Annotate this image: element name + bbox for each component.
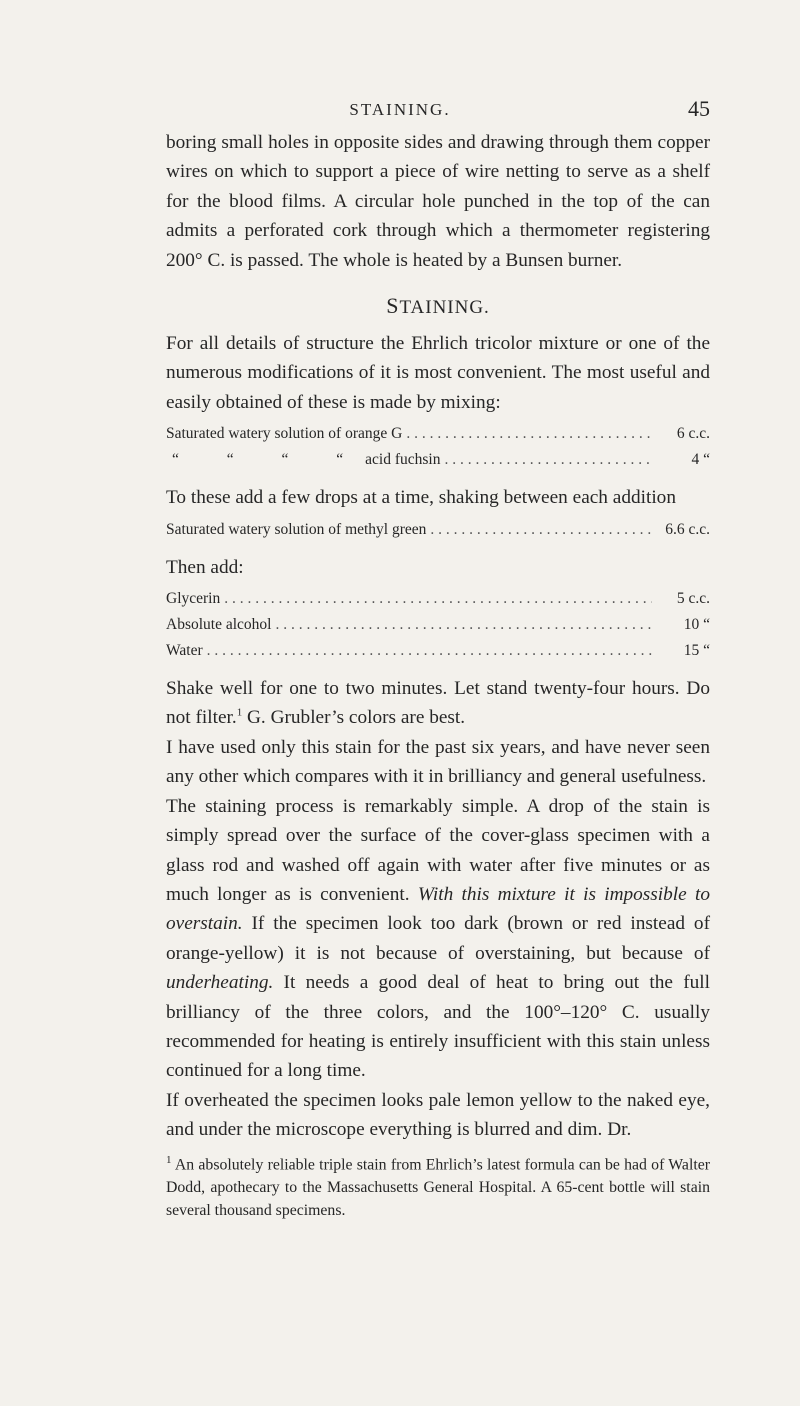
paragraph-4-text-b: G. Grubler’s colors are best. (242, 707, 466, 729)
recipe-row (166, 451, 710, 477)
recipe-quantity: 15 “ (683, 642, 710, 660)
footnote-mark: 1 (166, 1153, 172, 1166)
recipe-quantity: 10 “ (683, 616, 710, 634)
page-header (0, 96, 800, 126)
emphasis-overstain: With this mixture it is impossible to overstain. (166, 883, 711, 935)
recipe-quantity: 6.6 c.c. (665, 520, 710, 538)
paragraph-6-text-a: The staining process is remarkably simple. A drop of the stain is simply spread over the surface of the cover-glass specimen with a glass rod and washed off again with water after five minutes or as much longer as is convenient. (166, 795, 710, 905)
footnote (166, 1149, 710, 1222)
recipe-row (166, 425, 710, 451)
recipe-quantity: 6 c.c. (676, 425, 710, 443)
paragraph-6-text-b: If the specimen look too dark (brown or red instead of orange-yellow) it is not because of overstaining, but because of (166, 913, 710, 964)
recipe-item: Saturated watery solution of methyl green (166, 520, 427, 538)
paragraph-6 (166, 792, 710, 1086)
recipe-item: Saturated watery solution of orange G (166, 425, 403, 443)
emphasis-underheating: underheating. (166, 972, 274, 994)
section-heading-rest: TAINING. (399, 297, 490, 319)
recipe-list-3 (166, 590, 710, 668)
recipe-list-1 (166, 425, 710, 477)
leader-dots (275, 616, 652, 634)
page-body (166, 128, 710, 1222)
recipe-row (166, 590, 710, 616)
recipe-quantity: 4 “ (691, 451, 710, 469)
intro-paragraph: boring small holes in opposite sides and drawing through them copper wires on which to support a piece of wire netting to serve as a shelf for the blood films. A circular hole punched in the top of the can admits a perforated cork through which a thermometer registering 200° C. is passed. The whole is heated by a Bunsen burner. (166, 132, 710, 271)
leader-dots (207, 642, 652, 660)
page-number: 45 (688, 96, 710, 121)
leader-dots (444, 451, 652, 469)
section-heading-initial: S (386, 293, 400, 319)
ditto-marks: “ “ “ “ (172, 451, 366, 469)
paragraph-1: For all details of structure the Ehrlich tricolor mixture or one of the numerous modifications of it is most convenient. The most useful and easily obtained of these is made by mixing: (166, 333, 710, 413)
footnote-reference[interactable]: 1 (236, 707, 243, 720)
leader-dots (224, 590, 652, 608)
recipe-item: acid fuchsin (365, 451, 441, 469)
paragraph-4 (166, 674, 710, 733)
recipe-quantity: 5 c.c. (676, 590, 710, 608)
running-head: STAINING. (349, 100, 451, 119)
section-heading (166, 293, 710, 319)
recipe-row (166, 521, 710, 547)
leader-dots (430, 521, 652, 539)
paragraph-5: I have used only this stain for the past six years, and have never seen any other which compares with it in brilliancy and general usefulness. (166, 736, 710, 788)
paragraph-6-text-c: It needs a good deal of heat to bring out the full brilliancy of the three colors, and the 100°–120° C. usually recommended for heating is entirely insufficient with this stain unless continued for a long time. (166, 972, 710, 1082)
paragraph-7: If overheated the specimen looks pale lemon yellow to the naked eye, and under the microscope everything is blurred and dim. Dr. (166, 1089, 710, 1141)
recipe-list-2 (166, 521, 710, 547)
recipe-item: Glycerin (166, 590, 221, 608)
leader-dots (406, 425, 652, 443)
recipe-row (166, 616, 710, 642)
paragraph-2: To these add a few drops at a time, shaking between each addition (166, 487, 676, 509)
recipe-item: Absolute alcohol (166, 616, 272, 634)
recipe-row (166, 642, 710, 668)
recipe-item: Water (166, 642, 203, 660)
footnote-text: An absolutely reliable triple stain from Ehrlich’s latest formula can be had of Walter Dodd, apothecary to the Massachusetts General Hospital. A 65-cent bottle will stain several thousand specimens. (166, 1155, 710, 1219)
paragraph-3: Then add: (166, 556, 244, 578)
paragraph-4-text-a: Shake well for one to two minutes. Let stand twenty-four hours. Do not filter. (166, 678, 710, 729)
